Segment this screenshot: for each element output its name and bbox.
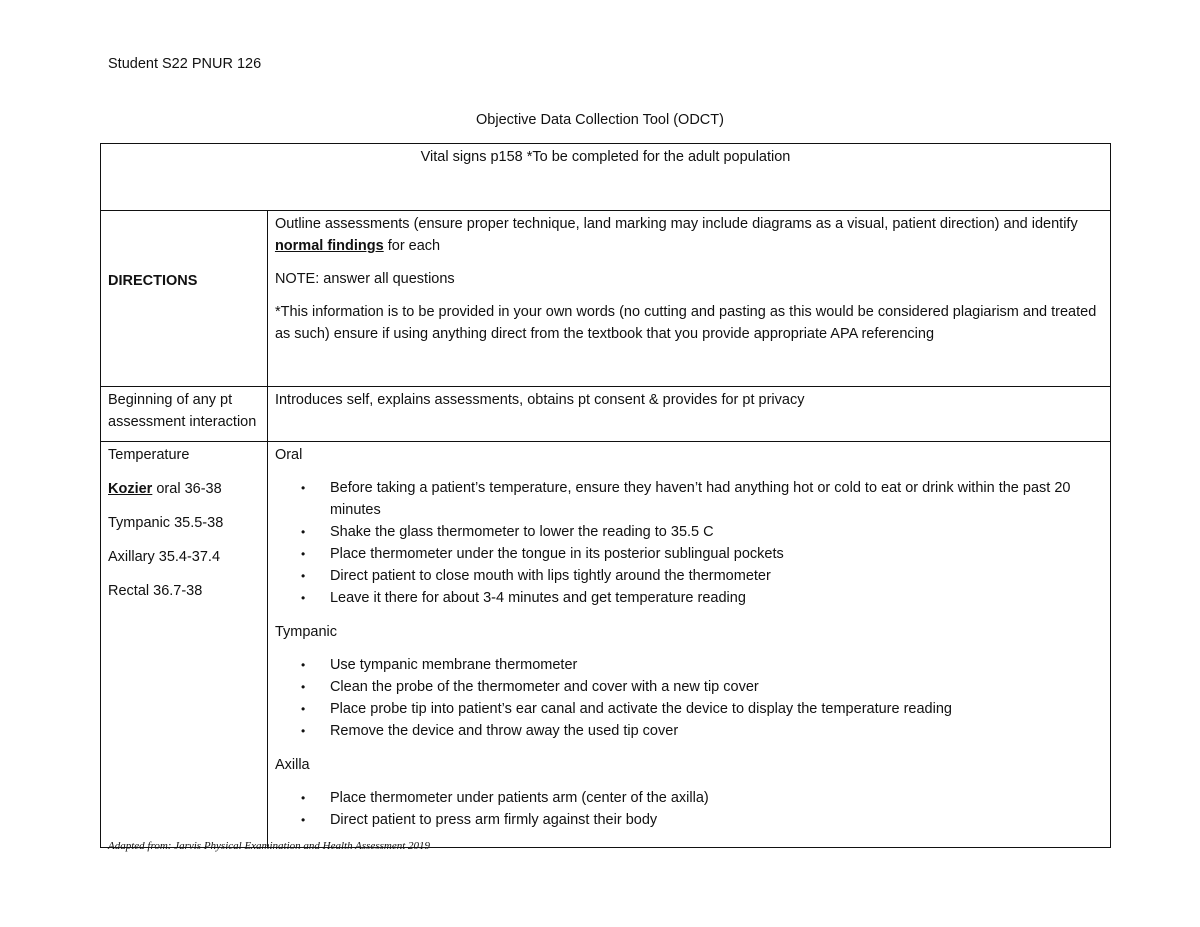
list-item [275,521,1103,543]
directions-content [267,211,1110,387]
list-item [275,676,1103,698]
kozier-oral-range [108,478,260,500]
directions-text-after: for each [383,238,441,254]
temperature-label: Temperature [108,447,190,463]
section-heading-oral: Oral [274,447,303,463]
step-text: Before taking a patient’s temperature, ensure they haven’t had anything hot or cold to eat or drink within the past 20 minutes [329,480,1071,518]
bullet-icon: • [300,525,306,539]
directions-text-before: Outline assessments (ensure proper technique, land marking may include diagrams as a visual, patient direction) and identify [274,216,1078,232]
list-item [275,654,1103,676]
bullet-icon: • [300,547,306,561]
step-text: Direct patient to press arm firmly against their body [329,812,658,828]
beginning-row [101,387,1111,442]
step-text: Place probe tip into patient’s ear canal and activate the device to display the temperature reading [329,701,952,717]
axillary-range: Axillary 35.4-37.4 [108,549,221,565]
odct-table [100,143,1111,848]
bullet-icon: • [300,680,306,694]
axilla-steps-list [275,787,1103,831]
list-item [275,720,1103,742]
list-item [275,809,1103,831]
list-item [275,543,1103,565]
section-heading-tympanic: Tympanic [274,624,338,640]
bullet-icon: • [300,791,306,805]
page-header-student-line: Student S22 PNUR 126 [108,56,262,72]
directions-row [101,211,1111,387]
list-item [275,787,1103,809]
temperature-procedures-cell [267,442,1110,848]
procedure-section-tympanic [275,621,1103,742]
list-item [275,477,1103,521]
step-text: Clean the probe of the thermometer and cover with a new tip cover [329,679,759,695]
list-item [275,565,1103,587]
temperature-row [101,442,1111,848]
bullet-icon: • [300,481,306,495]
beginning-label: Beginning of any pt assessment interaction [101,387,268,442]
step-text: Place thermometer under the tongue in its posterior sublingual pockets [329,546,784,562]
procedure-section-axilla [275,754,1103,831]
kozier-oral-value: oral 36-38 [152,481,222,497]
procedure-section-oral [275,444,1103,609]
list-item [275,698,1103,720]
document-title: Objective Data Collection Tool (ODCT) [476,112,724,128]
tympanic-steps-list [275,654,1103,742]
step-text: Leave it there for about 3-4 minutes and get temperature reading [329,590,746,606]
bullet-icon: • [300,724,306,738]
temperature-ranges-cell [101,442,268,848]
directions-label: DIRECTIONS [101,211,268,387]
bullet-icon: • [300,658,306,672]
footer-source-note: Adapted from: Jarvis Physical Examination and Health Assessment 2019 [108,840,431,852]
bullet-icon: • [300,569,306,583]
tympanic-range: Tympanic 35.5-38 [108,515,224,531]
directions-plagiarism-note: *This information is to be provided in your own words (no cutting and pasting as this would be considered plagiarism and treated as such) ensure if using anything direct from the textbook that you provide appropriate APA referencing [274,304,1097,342]
directions-paragraph-1 [275,213,1103,257]
step-text: Use tympanic membrane thermometer [329,657,578,673]
vital-signs-heading: Vital signs p158 *To be completed for the adult population [101,144,1111,211]
directions-note: NOTE: answer all questions [274,271,455,287]
step-text: Remove the device and throw away the used tip cover [329,723,679,739]
step-text: Shake the glass thermometer to lower the reading to 35.5 C [329,524,714,540]
bullet-icon: • [300,813,306,827]
list-item [275,587,1103,609]
kozier-source: Kozier [108,481,153,497]
step-text: Direct patient to close mouth with lips tightly around the thermometer [329,568,771,584]
oral-steps-list [275,477,1103,609]
rectal-range: Rectal 36.7-38 [108,583,203,599]
bullet-icon: • [300,591,306,605]
section-heading-axilla: Axilla [274,757,310,773]
beginning-text: Introduces self, explains assessments, obtains pt consent & provides for pt privacy [267,387,1110,442]
normal-findings-emphasis: normal findings [274,238,384,254]
bullet-icon: • [300,702,306,716]
vital-signs-row [101,144,1111,211]
step-text: Place thermometer under patients arm (center of the axilla) [329,790,709,806]
